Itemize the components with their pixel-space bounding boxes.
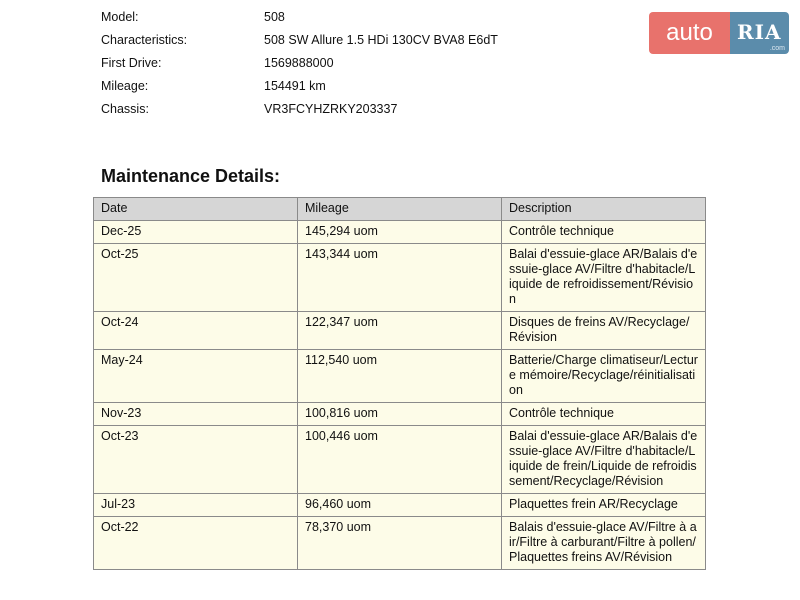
table-row <box>94 426 706 494</box>
table-header-row <box>94 198 706 221</box>
table-row <box>94 517 706 570</box>
info-value: 508 SW Allure 1.5 HDi 130CV BVA8 E6dT <box>264 33 498 47</box>
table-row <box>94 244 706 312</box>
info-value: VR3FCYHZRKY203337 <box>264 102 398 116</box>
cell-mileage: 96,460 uom <box>298 494 502 517</box>
cell-mileage: 78,370 uom <box>298 517 502 570</box>
cell-description: Contrôle technique <box>502 221 706 244</box>
logo-com-text: .com <box>769 45 785 52</box>
cell-date: Oct-24 <box>94 312 298 350</box>
autoria-logo <box>649 12 789 54</box>
info-label: Model: <box>101 10 139 24</box>
cell-description: Balais d'essuie-glace AV/Filtre à air/Filtre à carburant/Filtre à pollen/Plaquettes freins AV/Révision <box>502 517 706 570</box>
maintenance-title: Maintenance Details: <box>101 166 281 186</box>
cell-date: May-24 <box>94 350 298 403</box>
cell-description: Disques de freins AV/Recyclage/Révision <box>502 312 706 350</box>
cell-mileage: 145,294 uom <box>298 221 502 244</box>
maintenance-table <box>93 197 706 570</box>
logo-auto-text: auto <box>649 12 730 54</box>
cell-date: Oct-25 <box>94 244 298 312</box>
header-description: Description <box>502 198 706 221</box>
cell-date: Oct-23 <box>94 426 298 494</box>
cell-mileage: 143,344 uom <box>298 244 502 312</box>
cell-description: Balai d'essuie-glace AR/Balais d'essuie-glace AV/Filtre d'habitacle/Liquide de frein/Liquide de refroidissement/Recyclage/Révision <box>502 426 706 494</box>
cell-description: Balai d'essuie-glace AR/Balais d'essuie-glace AV/Filtre d'habitacle/Liquide de refroidissement/Révision <box>502 244 706 312</box>
cell-mileage: 100,446 uom <box>298 426 502 494</box>
info-label: Characteristics: <box>101 33 188 47</box>
cell-date: Jul-23 <box>94 494 298 517</box>
cell-description: Plaquettes frein AR/Recyclage <box>502 494 706 517</box>
cell-date: Dec-25 <box>94 221 298 244</box>
cell-date: Nov-23 <box>94 403 298 426</box>
info-value: 1569888000 <box>264 56 334 70</box>
cell-date: Oct-22 <box>94 517 298 570</box>
cell-mileage: 122,347 uom <box>298 312 502 350</box>
info-label: Chassis: <box>101 102 149 116</box>
cell-description: Contrôle technique <box>502 403 706 426</box>
table-row <box>94 350 706 403</box>
header-mileage: Mileage <box>298 198 502 221</box>
header-date: Date <box>94 198 298 221</box>
table-row <box>94 221 706 244</box>
cell-mileage: 100,816 uom <box>298 403 502 426</box>
cell-description: Batterie/Charge climatiseur/Lecture mémoire/Recyclage/réinitialisation <box>502 350 706 403</box>
cell-mileage: 112,540 uom <box>298 350 502 403</box>
info-label: First Drive: <box>101 56 162 70</box>
table-row <box>94 312 706 350</box>
info-label: Mileage: <box>101 79 149 93</box>
table-row <box>94 403 706 426</box>
info-value: 154491 km <box>264 79 326 93</box>
logo-ria-text: RIA <box>737 20 782 44</box>
table-row <box>94 494 706 517</box>
logo-ria-block <box>730 12 789 54</box>
info-value: 508 <box>264 10 285 24</box>
